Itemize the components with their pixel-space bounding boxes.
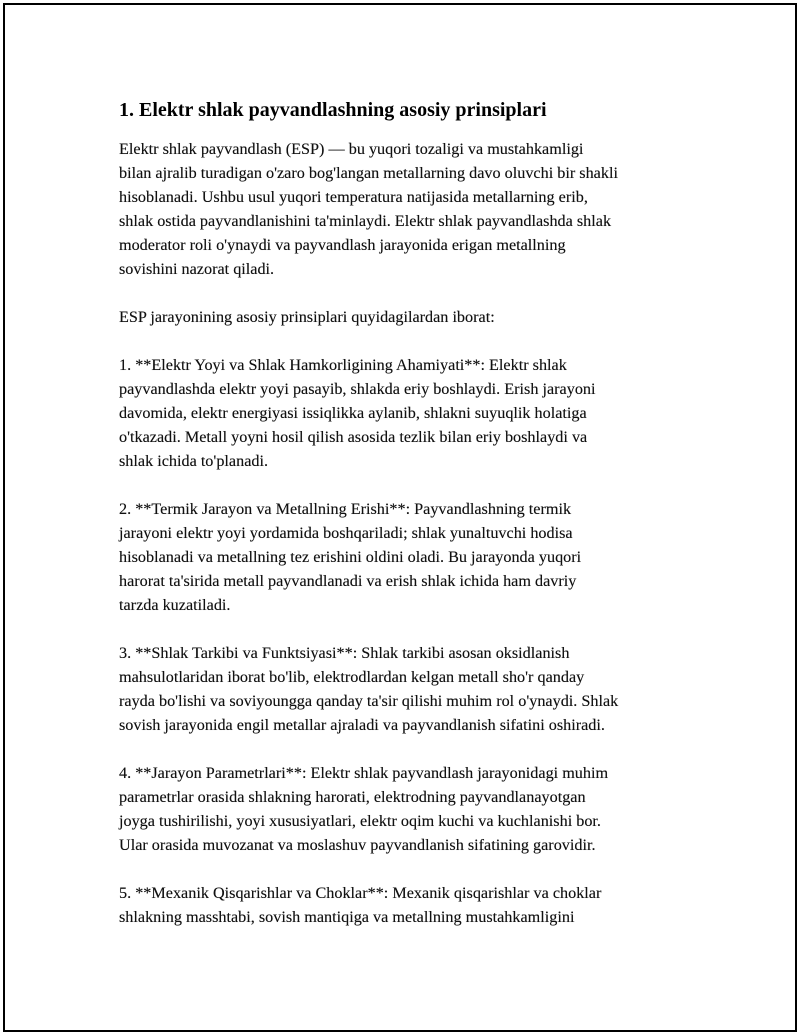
principle-4-paragraph: 4. **Jarayon Parametrlari**: Elektr shlak payvandlash jarayonidagi muhim parametrlar orasida shlakning harorati, elektrodning payvandlanayotgan joyga tushirilishi, yoyi xususiyatlari, elektr oqim kuchi va kuchlanishi bor. Ular orasida muvozanat va moslashuv payvandlanish sifatining garovidir. [119,764,609,854]
principle-5-paragraph: 5. **Mexanik Qisqarishlar va Choklar**: Mexanik qisqarishlar va choklar shlakning masshtabi, sovish mantiqiga va metallning mustahkamligini [119,884,602,926]
principle-1-paragraph: 1. **Elektr Yoyi va Shlak Hamkorligining Ahamiyati**: Elektr shlak payvandlashda elektr yoyi pasayib, shlakda eriy boshlaydi. Erish jarayoni davomida, elektr energiyasi issiqlikka aylanib, shlakni suyuqlik holatiga o'tkazadi. Metall yoyni hosil qilish asosida tezlik bilan eriy boshlaydi va shlak ichida to'planadi. [119,356,596,470]
document-body [119,96,709,953]
intro-paragraph: Elektr shlak payvandlash (ESP) — bu yuqori tozaligi va mustahkamligi bilan ajralib turadigan o'zaro bog'langan metallarning davo oluvchi bir shakli hisoblanadi. Ushbu usul yuqori temperatura natijasida metallarning erib, shlak ostida payvandlanishini ta'minlaydi. Elektr shlak payvandlashda shlak moderator roli o'ynaydi va payvandlash jarayonida erigan metallning sovishini nazorat qiladi. [119,140,618,278]
principle-2-paragraph: 2. **Termik Jarayon va Metallning Erishi**: Payvandlashning termik jarayoni elektr yoyi yordamida boshqariladi; shlak yunaltuvchi hodisa hisoblanadi va metallning tez erishini oldini oladi. Bu jarayonda yuqori harorat ta'sirida metall payvandlanadi va erish shlak ichida ham davriy tarzda kuzatiladi. [119,500,582,614]
document-page [3,3,797,1032]
document-title: 1. Elektr shlak payvandlashning asosiy prinsiplari [119,99,547,121]
principles-intro-paragraph: ESP jarayonining asosiy prinsiplari quyidagilardan iborat: [119,308,495,326]
principle-3-paragraph: 3. **Shlak Tarkibi va Funktsiyasi**: Shlak tarkibi asosan oksidlanish mahsulotlaridan iborat bo'lib, elektrodlardan kelgan metall sho'r qanday rayda bo'lishi va soviyoungga qanday ta'sir qilishi muhim rol o'ynaydi. Shlak sovish jarayonida engil metallar ajraladi va payvandlanish sifatini oshiradi. [119,644,619,734]
